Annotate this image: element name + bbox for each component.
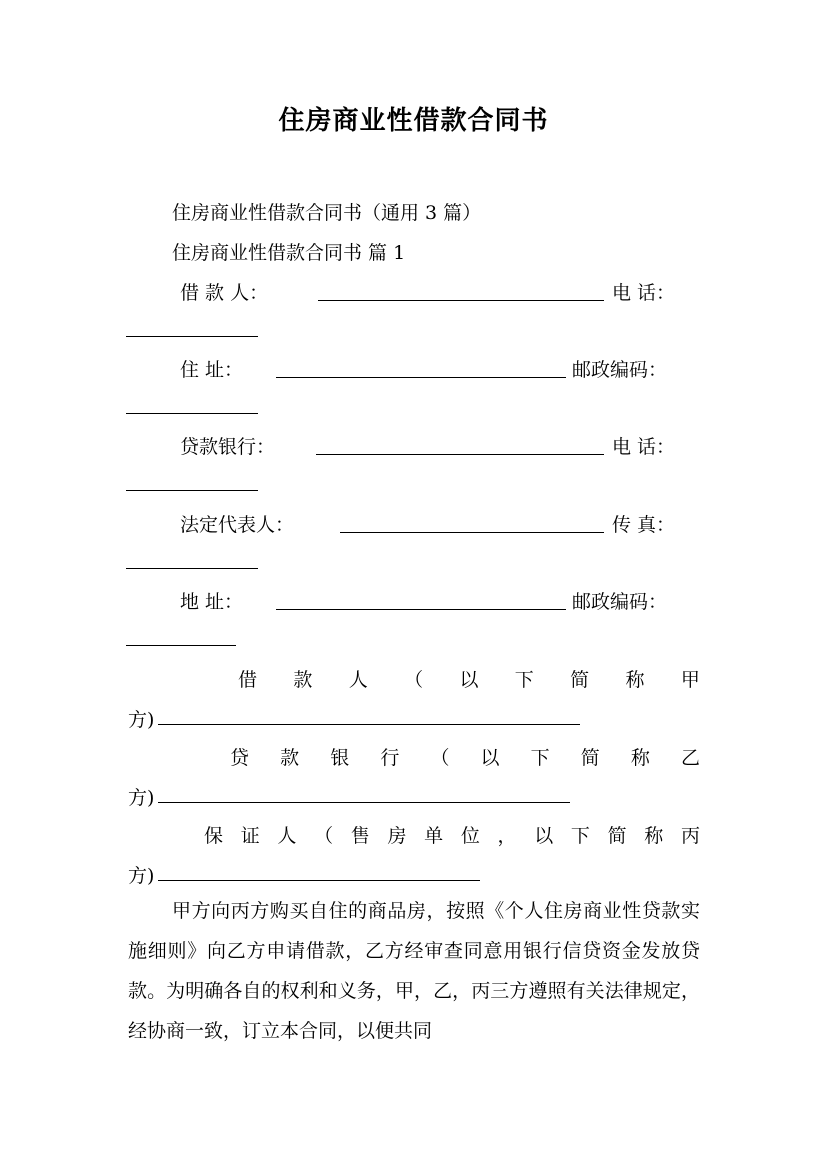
- party-char: 房: [387, 825, 407, 847]
- field-bank-phone-label: 电 话：: [612, 436, 676, 458]
- field-borrower-label: 借 款 人：: [180, 282, 269, 304]
- party-char: 款: [280, 747, 300, 769]
- party-char: 以: [480, 747, 500, 769]
- party-b-blank[interactable]: [158, 802, 570, 803]
- party-char: 甲: [680, 669, 700, 691]
- party-char: 售: [350, 825, 370, 847]
- party-char: 人: [348, 669, 368, 691]
- party-c-blank[interactable]: [158, 880, 480, 881]
- party-char: 行: [380, 747, 400, 769]
- party-char: 称: [630, 747, 650, 769]
- field-address-postcode-label: 邮政编码：: [572, 359, 668, 381]
- party-char: 简: [570, 669, 590, 691]
- party-char: 人: [277, 825, 297, 847]
- party-char: 款: [293, 669, 313, 691]
- document-title: 住房商业性借款合同书: [278, 106, 549, 136]
- party-char: 位: [460, 825, 480, 847]
- party-b-tail: 方): [128, 787, 155, 809]
- party-char: 称: [625, 669, 645, 691]
- party-char: 证: [240, 825, 260, 847]
- party-a-blank[interactable]: [158, 724, 580, 725]
- field-bank-label: 贷款银行：: [180, 436, 276, 458]
- field-fax-blank[interactable]: [126, 568, 258, 569]
- party-char: 丙: [680, 825, 700, 847]
- field-borrower-phone-blank[interactable]: [126, 336, 258, 337]
- party-c-line: [204, 821, 700, 848]
- party-char: 银: [330, 747, 350, 769]
- party-b-line: [230, 743, 700, 770]
- field-bank-postcode-label: 邮政编码：: [572, 591, 668, 613]
- party-char: （: [430, 747, 450, 769]
- field-bank-address-blank[interactable]: [276, 609, 566, 610]
- party-char: 保: [204, 825, 224, 847]
- party-char: 简: [607, 825, 627, 847]
- party-char: ，: [497, 825, 517, 847]
- party-a-line: [238, 665, 700, 692]
- party-char: 称: [644, 825, 664, 847]
- party-a-tail: 方): [128, 709, 155, 731]
- party-char: （: [314, 825, 334, 847]
- party-c-tail: 方): [128, 865, 155, 887]
- party-char: 简: [580, 747, 600, 769]
- field-borrower-phone-label: 电 话：: [612, 282, 676, 304]
- party-char: 下: [570, 825, 590, 847]
- party-char: 下: [530, 747, 550, 769]
- intro-line-1: 住房商业性借款合同书（通用 3 篇）: [172, 202, 482, 224]
- intro-line-2: 住房商业性借款合同书 篇 1: [172, 242, 406, 264]
- field-representative-label: 法定代表人：: [180, 514, 295, 536]
- party-char: 以: [534, 825, 554, 847]
- party-char: 下: [514, 669, 534, 691]
- party-char: 贷: [230, 747, 250, 769]
- party-char: 乙: [680, 747, 700, 769]
- field-bank-blank[interactable]: [316, 454, 604, 455]
- field-fax-label: 传 真：: [612, 514, 676, 536]
- body-paragraph: 甲方向丙方购买自住的商品房，按照《个人住房商业性贷款实施细则》向乙方申请借款，乙方经审查同意用银行信贷资金发放贷款。为明确各自的权利和义务，甲，乙，丙三方遵照有关法律规定，经协商一致，订立本合同，以便共同: [128, 900, 700, 1042]
- field-representative-blank[interactable]: [340, 532, 604, 533]
- field-borrower-blank[interactable]: [318, 300, 604, 301]
- field-address-blank[interactable]: [276, 377, 566, 378]
- field-address-postcode-blank[interactable]: [126, 413, 258, 414]
- party-char: 借: [238, 669, 258, 691]
- party-char: （: [404, 669, 424, 691]
- field-bank-postcode-blank[interactable]: [126, 645, 236, 646]
- field-bank-address-label: 地 址：: [180, 591, 244, 613]
- field-bank-phone-blank[interactable]: [126, 490, 258, 491]
- field-address-label: 住 址：: [180, 359, 244, 381]
- party-char: 以: [459, 669, 479, 691]
- party-char: 单: [424, 825, 444, 847]
